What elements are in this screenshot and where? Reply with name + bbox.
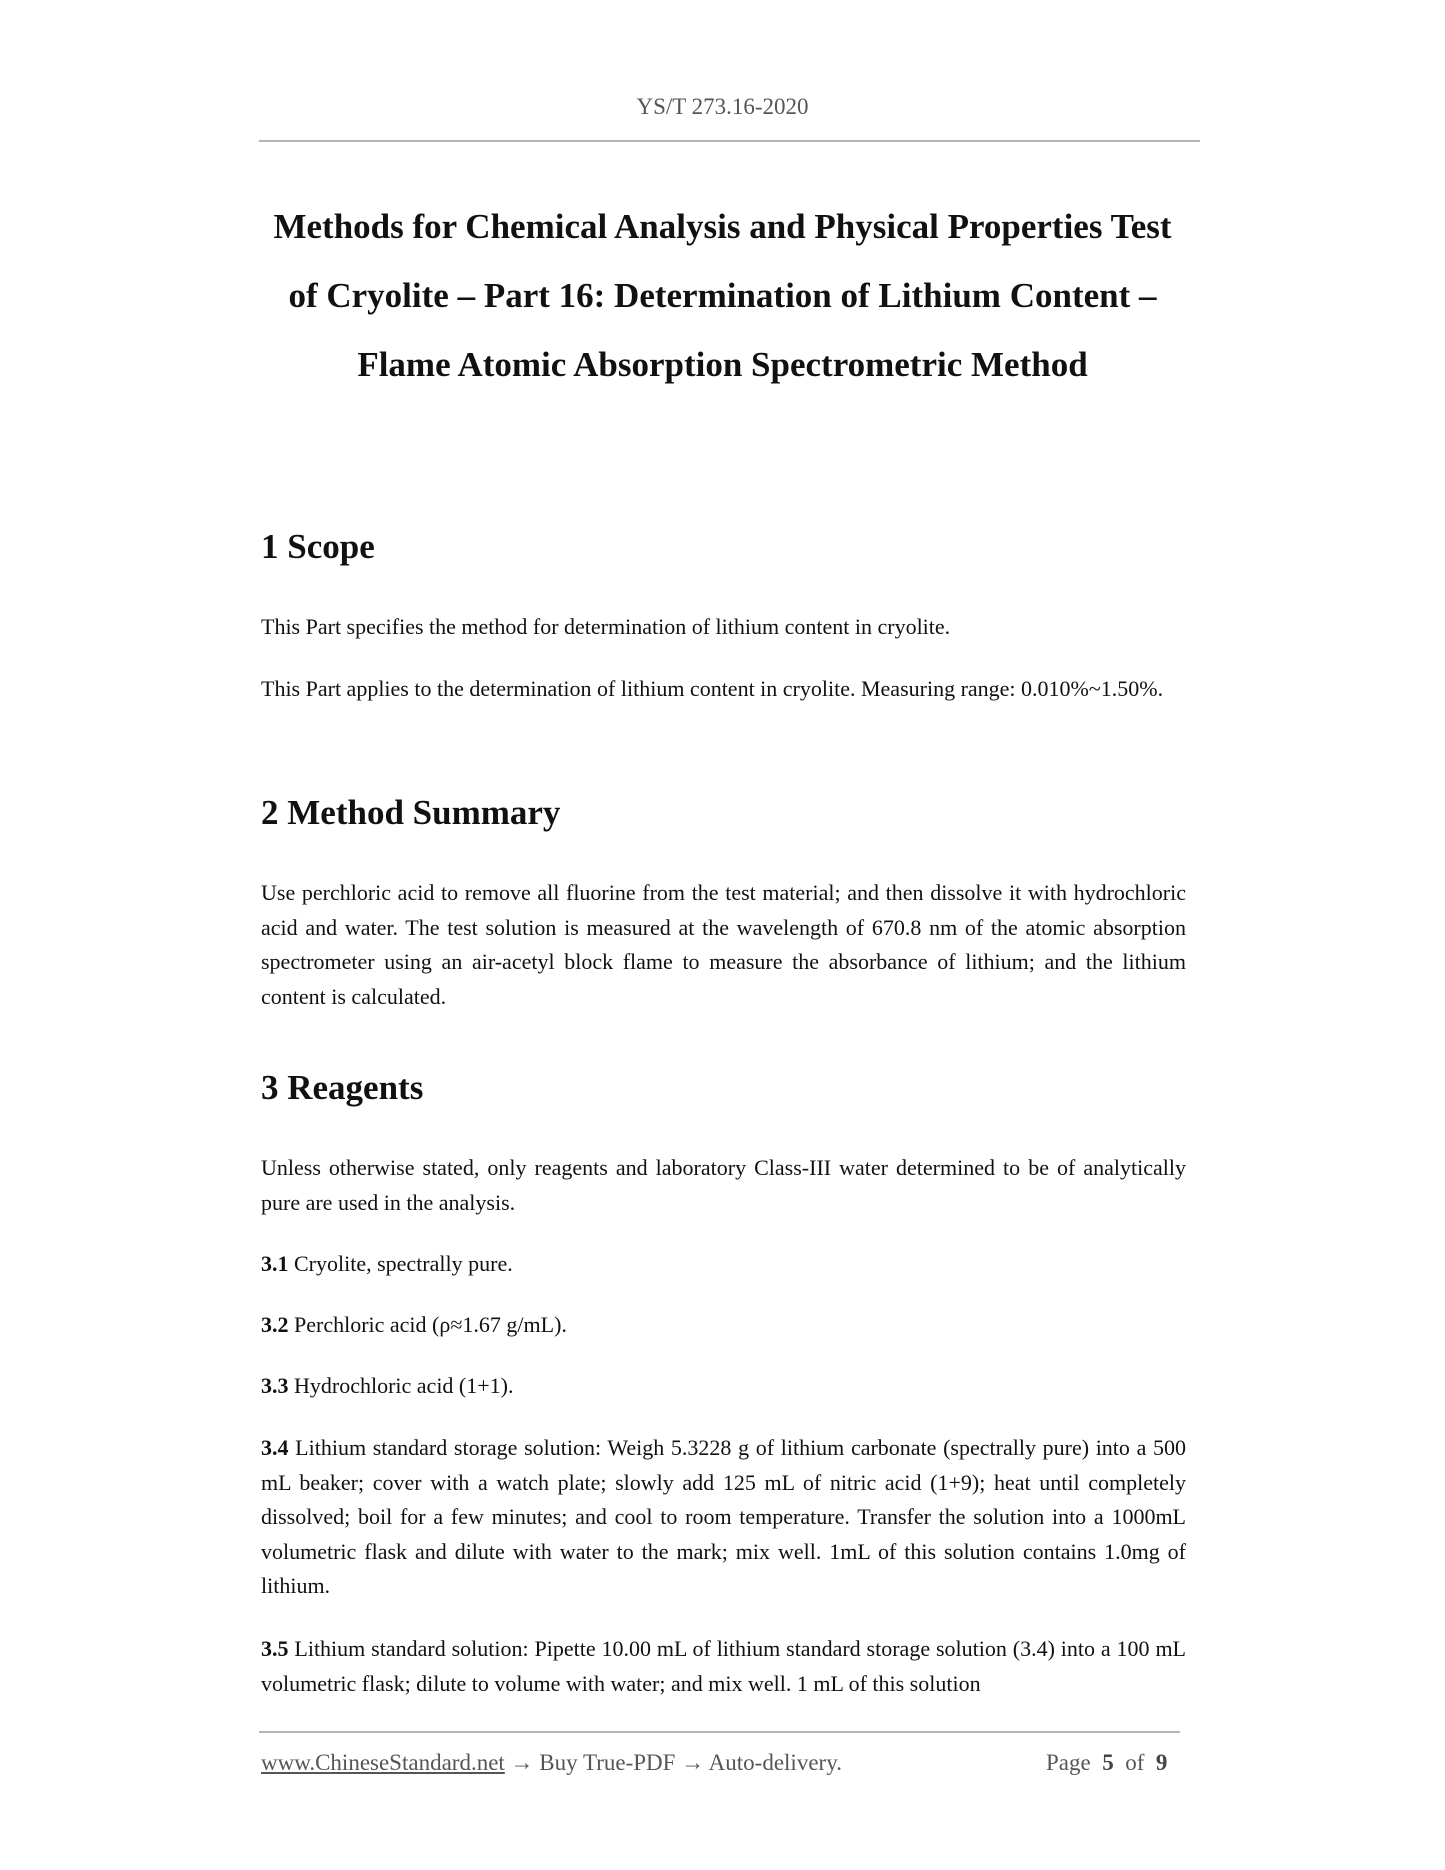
paragraph: Unless otherwise stated, only reagents and laboratory Class-III water determined to be of analytically pure are used in the analysis. xyxy=(261,1155,1186,1215)
item-number: 3.3 xyxy=(261,1373,289,1398)
reagent-item xyxy=(261,1369,1186,1404)
paragraph: Use perchloric acid to remove all fluorine from the test material; and then dissolve it with hydrochloric acid and water. The test solution is measured at the wavelength of 670.8 nm of the atomic absorption spectrometer using an air-acetyl block flame to measure the absorbance of lithium; and the lithium content is calculated. xyxy=(261,880,1186,1009)
reagent-item xyxy=(261,1632,1186,1701)
title-line: Flame Atomic Absorption Spectrometric Method xyxy=(357,345,1088,384)
website-link[interactable]: www.ChineseStandard.net xyxy=(261,1750,505,1775)
arrow-icon: → xyxy=(510,1750,534,1775)
item-text: Lithium standard storage solution: Weigh 5.3228 g of lithium carbonate (spectrally pure) into a 500 mL beaker; cover with a watch plate; slowly add 125 mL of nitric acid (1+9); heat until completely dissolved; boil for a few minutes; and cool to room temperature. Transfer the solution into a 1000mL volumetric flask and dilute with water to the mark; mix well. 1mL of this solution contains 1.0mg of lithium. xyxy=(261,1435,1187,1599)
title-line: of Cryolite – Part 16: Determination of Lithium Content – xyxy=(288,276,1157,315)
total-pages: 9 xyxy=(1155,1750,1168,1775)
item-text: Cryolite, spectrally pure. xyxy=(294,1251,513,1276)
paragraph: This Part applies to the determination of lithium content in cryolite. Measuring range: 0.010%~1.50%. xyxy=(261,676,1164,701)
reagent-item xyxy=(261,1308,1186,1343)
document-title xyxy=(240,192,1205,399)
item-text: Lithium standard solution: Pipette 10.00 mL of lithium standard storage solution (3.4) into a 100 mL volumetric flask; dilute to volume with water; and mix well. 1 mL of this solution xyxy=(261,1636,1186,1696)
buy-pdf-text: Buy True-PDF xyxy=(539,1750,676,1775)
footer-text xyxy=(261,1750,842,1776)
of-label: of xyxy=(1125,1750,1145,1775)
item-text: Hydrochloric acid (1+1). xyxy=(294,1373,514,1398)
footer-divider xyxy=(259,1731,1180,1733)
item-number: 3.1 xyxy=(261,1251,289,1276)
item-text: Perchloric acid (ρ≈1.67 g/mL). xyxy=(294,1312,567,1337)
item-number: 3.2 xyxy=(261,1312,289,1337)
current-page: 5 xyxy=(1102,1750,1114,1775)
section-heading-reagents: 3 Reagents xyxy=(261,1068,424,1107)
document-id-header: YS/T 273.16-2020 xyxy=(636,94,809,119)
title-line: Methods for Chemical Analysis and Physical Properties Test xyxy=(273,207,1172,246)
header-divider xyxy=(259,140,1200,142)
page-label: Page xyxy=(1046,1750,1091,1775)
item-number: 3.4 xyxy=(261,1435,289,1460)
item-number: 3.5 xyxy=(261,1636,289,1661)
page-indicator xyxy=(1046,1750,1167,1776)
reagent-item xyxy=(261,1247,1186,1282)
section-heading-scope: 1 Scope xyxy=(261,527,375,566)
reagent-item xyxy=(261,1431,1186,1604)
auto-delivery-text: Auto-delivery. xyxy=(708,1750,842,1775)
arrow-icon: → xyxy=(681,1750,705,1775)
section-heading-method-summary: 2 Method Summary xyxy=(261,793,561,832)
paragraph: This Part specifies the method for determination of lithium content in cryolite. xyxy=(261,614,951,639)
